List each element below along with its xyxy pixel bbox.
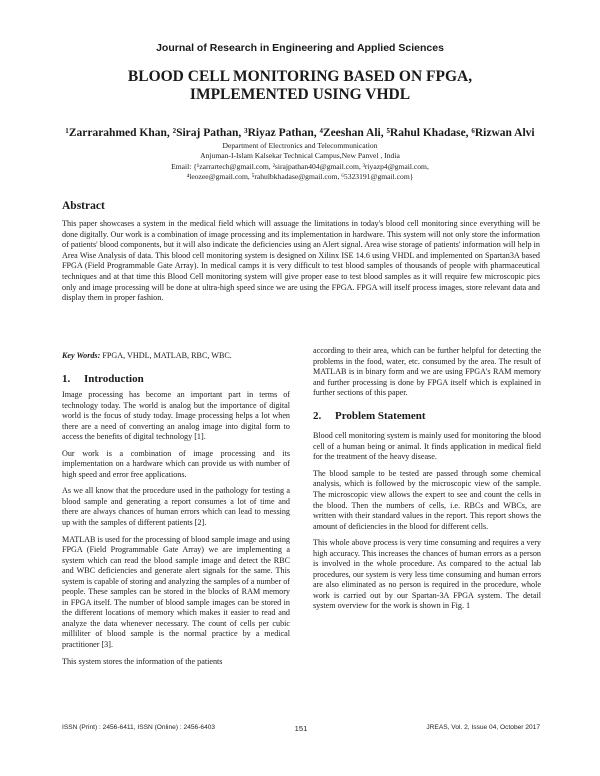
intro-paragraph-4: MATLAB is used for the processing of blood sample image and using FPGA (Field Programmable Gate Array) we are implementing a system which can read the blood sample image and detect the RBC and WBC deficiencies and generate alert signals for the same. This system is capable of storing and analyzing the samples of a number of people. These samples can be stored in the blocks of RAM memory in FPGA itself. The number of blood sample images can be stored in the different locations of memory which makes it easier to read and analyze the data whenever necessary. The count of cells per cubic milliliter of blood sample is the normal practice by a medical practitioner [3]. bbox=[62, 534, 290, 650]
problem-paragraph-3: This whole above process is very time consuming and requires a very high accuracy. This increases the chances of human errors as a person is involved in the whole procedure. As compared to the actual lab procedures, our system is very less time consuming and human errors are also eliminated as no person is required in the procedure, whole work is carried out by our Spartan-3A FPGA system. The detail system overview for the work is shown in Fig. 1 bbox=[313, 538, 541, 611]
intro-paragraph-6: according to their area, which can be further helpful for detecting the problems in the food, water, etc. consumed by the area. The result of MATLAB is in binary form and we are using FPGA's RAM memory and further processing is done by FPGA itself which is explained in further sections of this paper. bbox=[313, 346, 541, 398]
department: Department of Electronics and Telecommunication bbox=[222, 141, 378, 150]
author-list: ¹Zarrarahmed Khan, ²Siraj Pathan, ³Riyaz Pathan, ⁴Zeeshan Ali, ⁵Rahul Khadase, ⁶Rizwan Alvi bbox=[65, 127, 535, 139]
page-number: 151 bbox=[294, 724, 308, 733]
intro-paragraph-5: This system stores the information of the patients bbox=[62, 656, 223, 666]
footer-citation: JREAS, Vol. 2, Issue 04, October 2017 bbox=[426, 724, 540, 731]
affiliation-block bbox=[0, 141, 600, 183]
paper-title bbox=[40, 68, 560, 104]
section-2-number: 2. bbox=[313, 409, 322, 422]
email-line-2: ⁴leozee@gmail.com, ⁵rahulbkhadase@gmail.com, ⁶5323191@gmail.com} bbox=[186, 172, 414, 182]
intro-paragraph-3: As we all know that the procedure used in the pathology for testing a blood sample and generating a report consumes a lot of time and there are always chances of human errors which can lead to messing up with the samples of different patients [2]. bbox=[62, 486, 290, 528]
problem-paragraph-1: Blood cell monitoring system is mainly used for monitoring the blood cell of a human being or animal. It finds application in medical field for the treatment of the heavy disease. bbox=[313, 431, 541, 462]
email-line-1: Email: {¹zarrartech@gmail.com, ²sirajpathan404@gmail.com, ³riyazp4@gmail.com, bbox=[171, 161, 429, 171]
institution: Anjuman-I-Islam Kalsekar Technical Campus,New Panvel , India bbox=[200, 151, 400, 161]
abstract-text: This paper showcases a system in the medical field which will assuage the limitations in today's blood cell monitoring since everything will be done digitally. Our work is a combination of image processing and its implementation in hardware. This system will not only store the information of patients' blood components, but it will also indicate the deficiencies using an Alert signal. Area wise storage of patients' information will help in Area Wise Analysis of data. This blood cell monitoring system is designed on Xilinx ISE 14.6 using VHDL and implemented on Spartan3A based FPGA (Field Programmable Gate Array). In medical camps it is very difficult to test blood samples of thousands of people with pharmaceutical techniques and at that time this Blood Cell monitoring system will give proper ease to test blood samples as it will require few microscopic pics only and image processing will be done at ultra-high speed since we are using the FPGA. FPGA will itself process images, store relevant data and display them in proper fashion. bbox=[62, 219, 540, 303]
journal-header: Journal of Research in Engineering and Applied Sciences bbox=[156, 42, 444, 54]
section-2-heading bbox=[313, 411, 541, 422]
keywords-label: Key Words: bbox=[62, 351, 101, 360]
title-line-2: IMPLEMENTED USING VHDL bbox=[189, 86, 411, 103]
abstract-heading: Abstract bbox=[62, 200, 105, 212]
title-line-1: BLOOD CELL MONITORING BASED ON FPGA, bbox=[127, 68, 473, 85]
section-1-number: 1. bbox=[62, 373, 71, 385]
intro-paragraph-2: Our work is a combination of image processing and its implementation on a hardware which can provide us with number of high speed and error free applications. bbox=[62, 448, 290, 479]
footer-issn: ISSN (Print) : 2456-6411, ISSN (Online) : 2456-6403 bbox=[62, 724, 216, 731]
section-1-title: Introduction bbox=[84, 373, 144, 385]
problem-paragraph-2: The blood sample to be tested are passed through some chemical analysis, which is followed by the microscopic view of the sample. The microscopic view allows the expert to see and count the cells in the blood. Then the numbers of cells, i.e. RBCs and WBCs, are written with their standard values in the report. This report shows the amount of deficiencies in the blood for different cells. bbox=[313, 468, 541, 531]
keywords-text: FPGA, VHDL, MATLAB, RBC, WBC. bbox=[100, 351, 232, 360]
right-column bbox=[313, 346, 541, 618]
section-1-heading bbox=[62, 373, 144, 385]
section-2-title: Problem Statement bbox=[335, 409, 426, 422]
intro-paragraph-1: Image processing has become an important part in terms of technology today. The world is analog but the importance of digital world is the focus of study today. Image processing helps a lot when there are a need of converting an analog image into digital form to access the benefits of digital technology [1]. bbox=[62, 390, 290, 442]
left-column bbox=[62, 390, 290, 673]
page-footer bbox=[62, 724, 540, 736]
